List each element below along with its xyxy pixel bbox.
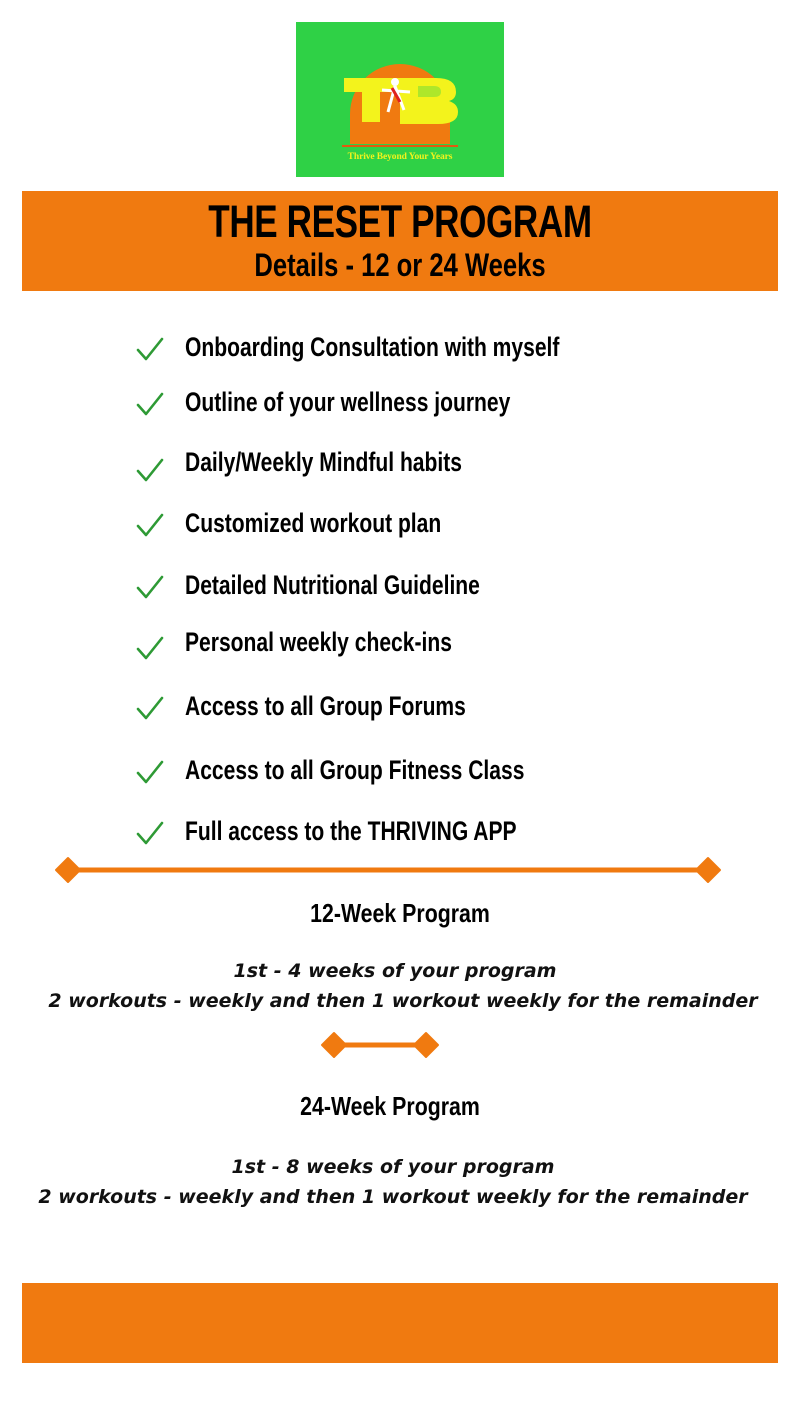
feature-label: Personal weekly check-ins: [185, 627, 452, 657]
page-subtitle: Details - 12 or 24 Weeks: [254, 247, 546, 283]
section-divider: [54, 854, 722, 886]
list-item: [135, 330, 735, 370]
diamond-end-icon: [414, 1033, 438, 1057]
program-24-line1: 1st - 8 weeks of your program: [231, 1156, 555, 1178]
checkmark-icon: [135, 633, 165, 663]
footer-band: [22, 1283, 778, 1363]
diamond-end-icon: [322, 1033, 346, 1057]
feature-label: Outline of your wellness journey: [185, 387, 511, 417]
list-item: [135, 385, 735, 425]
checkmark-icon: [135, 818, 165, 848]
checkmark-icon: [135, 389, 165, 419]
program-12-line1: 1st - 4 weeks of your program: [233, 960, 557, 982]
checkmark-icon: [135, 510, 165, 540]
program-title-24: 24-Week Program: [300, 1091, 480, 1121]
checkmark-icon: [135, 572, 165, 602]
checkmark-icon: [135, 757, 165, 787]
checkmark-icon: [135, 334, 165, 364]
checkmark-icon: [135, 693, 165, 723]
page-title: THE RESET PROGRAM: [208, 196, 592, 247]
list-item: [135, 445, 735, 485]
program-24-line2: 2 workouts - weekly and then 1 workout weekly for the remainder: [38, 1186, 748, 1208]
feature-label: Access to all Group Fitness Class: [185, 755, 525, 785]
checkmark-icon: [135, 455, 165, 485]
logo-tagline: Thrive Beyond Your Years: [347, 152, 453, 162]
list-item: [135, 814, 735, 854]
feature-label: Full access to the THRIVING APP: [185, 816, 517, 846]
feature-label: Daily/Weekly Mindful habits: [185, 447, 462, 477]
feature-label: Onboarding Consultation with myself: [185, 332, 560, 362]
diamond-end-icon: [56, 858, 80, 882]
diamond-end-icon: [696, 858, 720, 882]
list-item: [135, 506, 735, 546]
list-item: [135, 753, 735, 793]
program-divider: [320, 1030, 440, 1060]
program-title-12: 12-Week Program: [310, 898, 490, 928]
feature-label: Access to all Group Forums: [185, 691, 466, 721]
program-12-line2: 2 workouts - weekly and then 1 workout weekly for the remainder: [48, 990, 758, 1012]
list-item: [135, 568, 735, 608]
list-item: [135, 625, 735, 665]
list-item: [135, 689, 735, 729]
feature-label: Customized workout plan: [185, 508, 442, 538]
feature-label: Detailed Nutritional Guideline: [185, 570, 480, 600]
